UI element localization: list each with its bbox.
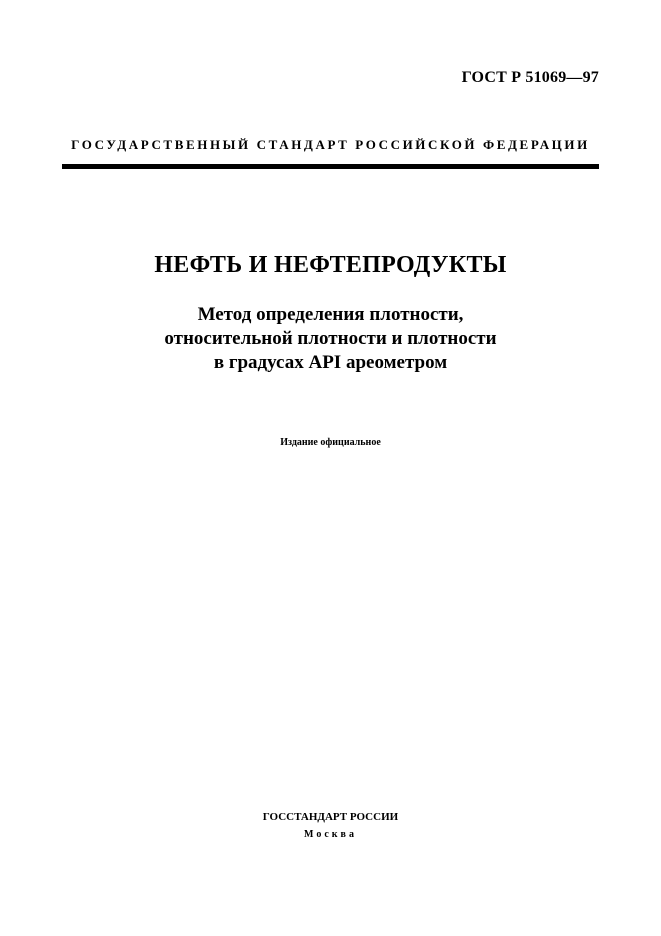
- standard-header: ГОСУДАРСТВЕННЫЙ СТАНДАРТ РОССИЙСКОЙ ФЕДЕРАЦИИ: [71, 137, 590, 152]
- subtitle-line: относительной плотности и плотности: [164, 328, 497, 349]
- publication-city: Москва: [304, 829, 357, 840]
- subtitle-line: Метод определения плотности,: [197, 304, 464, 325]
- edition-note: Издание официальное: [280, 437, 381, 448]
- document-number: ГОСТ Р 51069—97: [461, 69, 599, 86]
- header-divider: [62, 164, 599, 169]
- main-title: НЕФТЬ И НЕФТЕПРОДУКТЫ: [154, 252, 507, 278]
- subtitle: [0, 303, 661, 375]
- publisher: ГОССТАНДАРТ РОССИИ: [262, 811, 399, 823]
- subtitle-line: в градусах API ареометром: [213, 352, 448, 373]
